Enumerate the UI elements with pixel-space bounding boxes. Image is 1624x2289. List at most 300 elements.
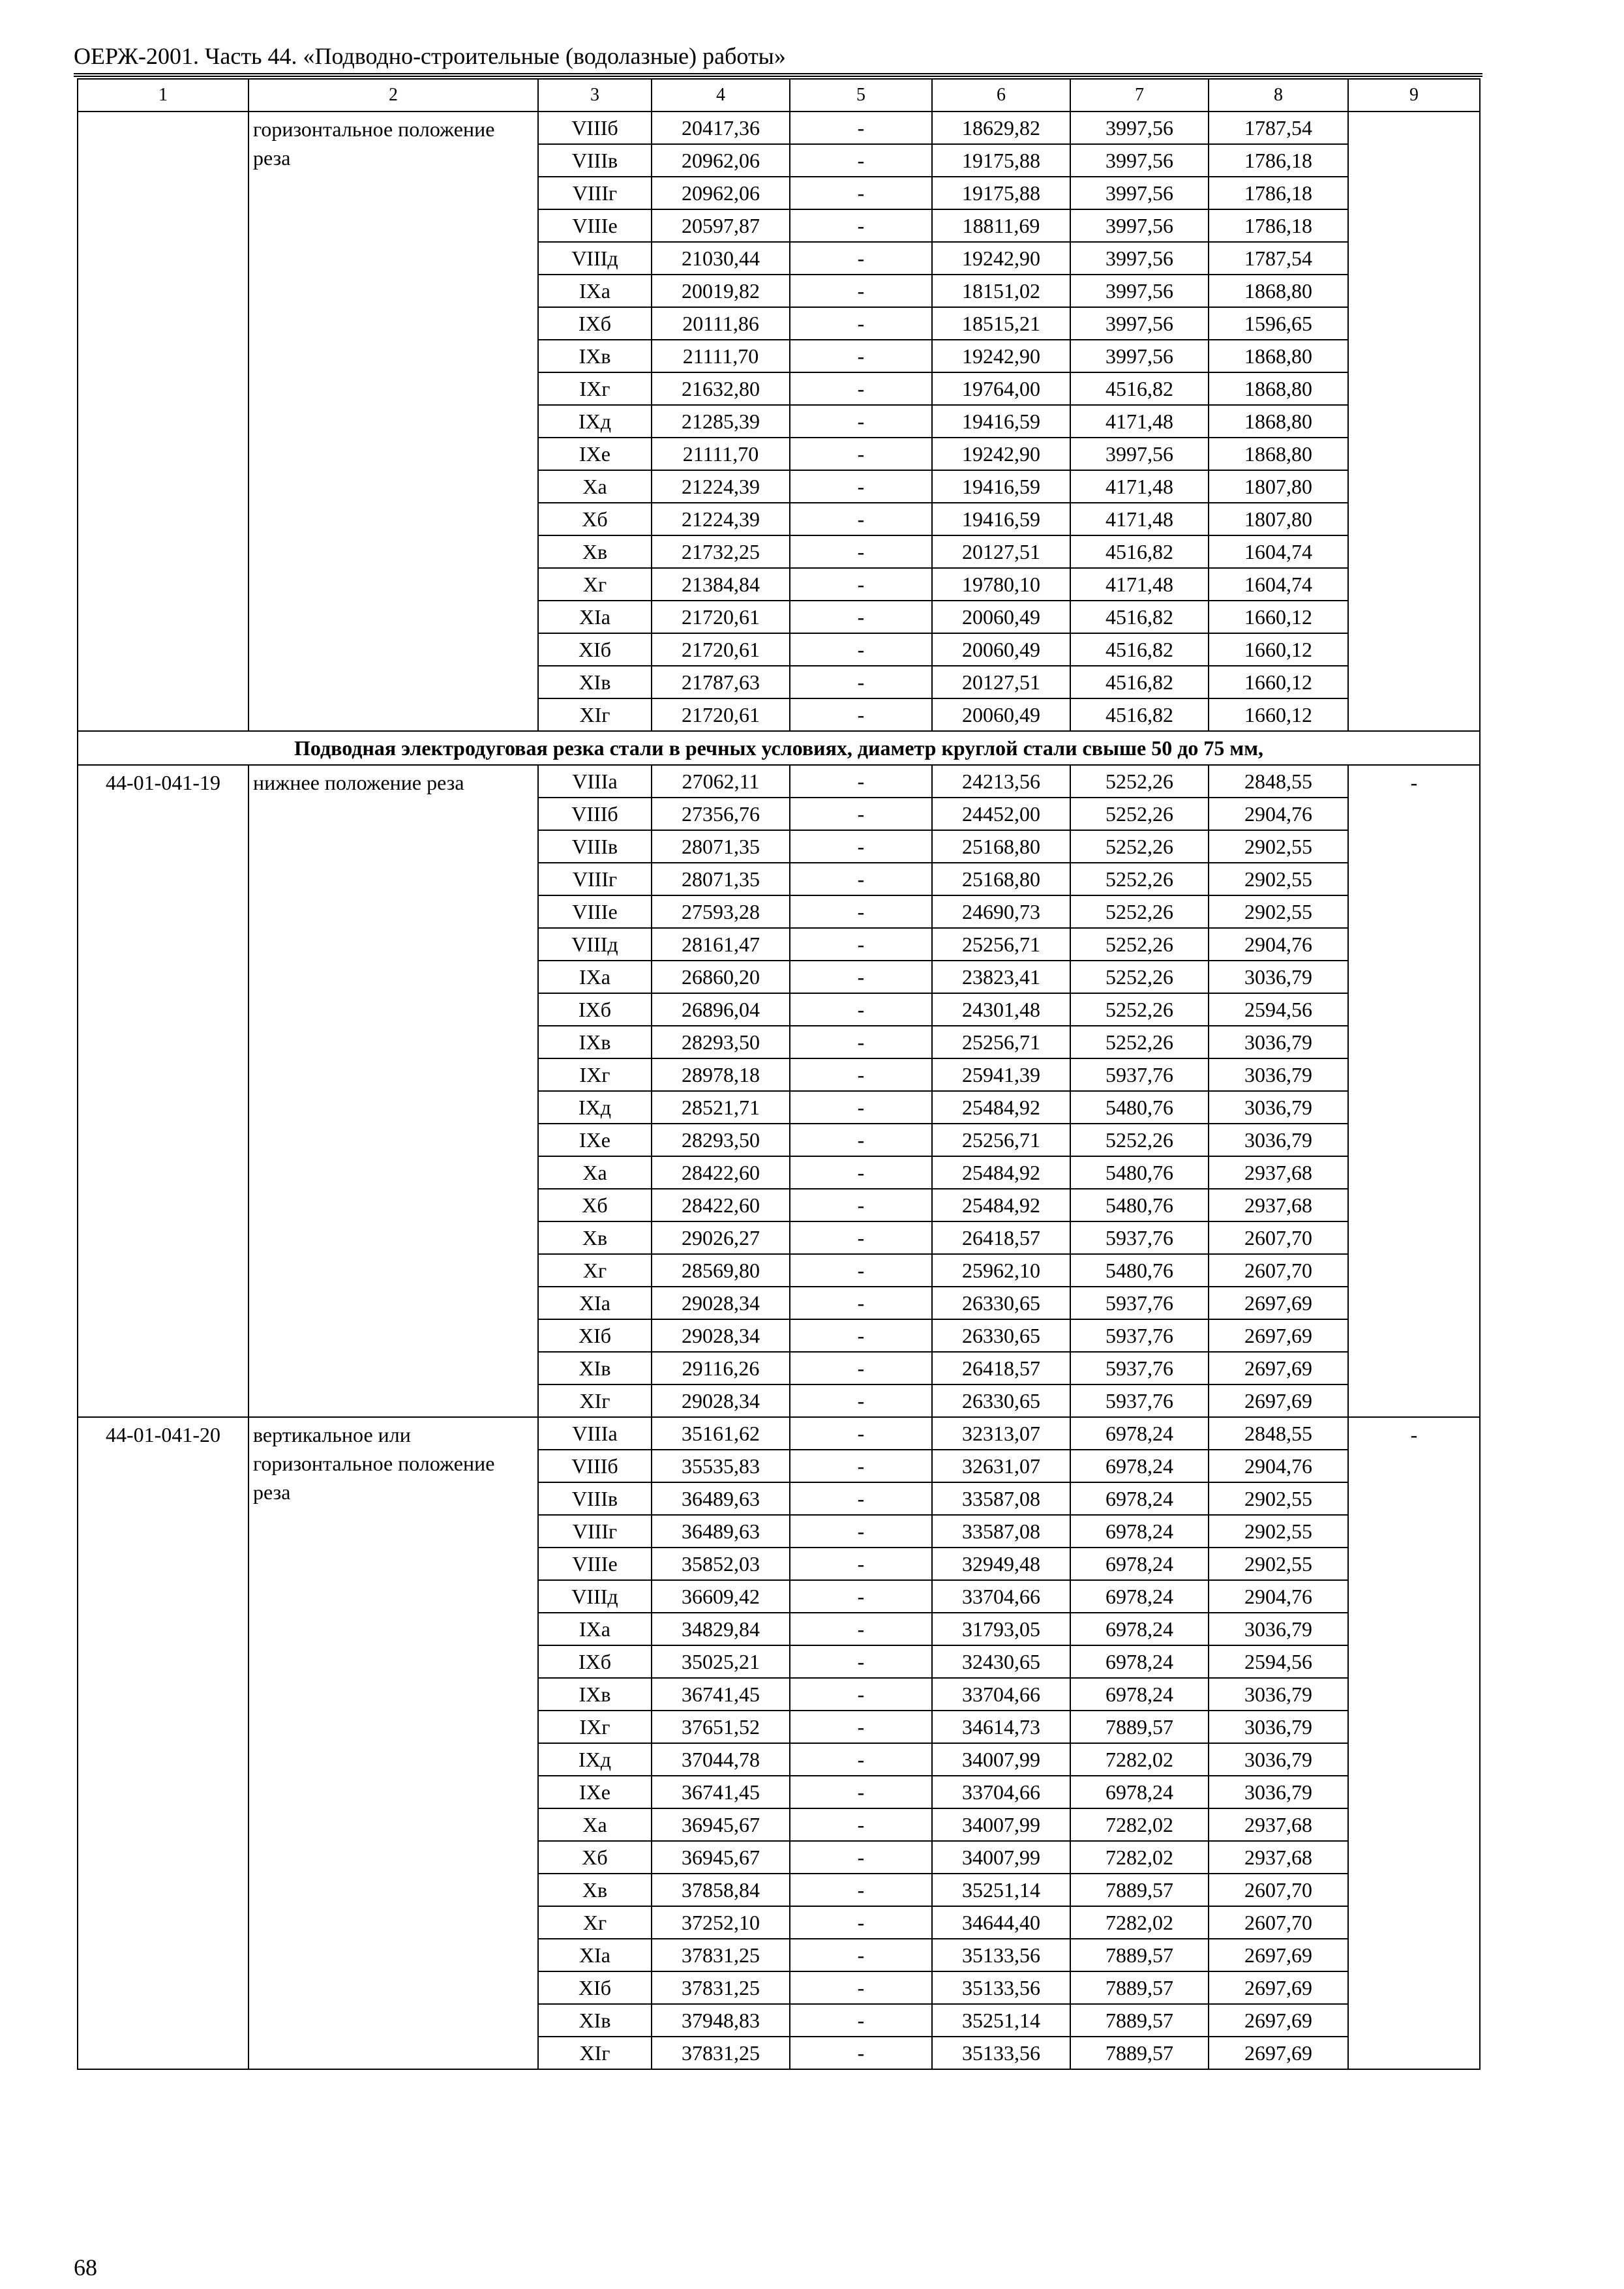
value-cell: 4171,48 xyxy=(1070,470,1209,503)
value-cell: 3997,56 xyxy=(1070,209,1209,242)
value-cell: 1807,80 xyxy=(1209,503,1348,535)
code-cell: 44-01-041-20 xyxy=(78,1417,248,2069)
value-cell: 4171,48 xyxy=(1070,503,1209,535)
value-cell: - xyxy=(790,1613,932,1645)
value-cell: 2902,55 xyxy=(1209,1482,1348,1515)
value-cell: VIIIа xyxy=(538,1417,652,1450)
value-cell: 21224,39 xyxy=(652,470,790,503)
value-cell: 5937,76 xyxy=(1070,1352,1209,1384)
value-cell: VIIIв xyxy=(538,1482,652,1515)
value-cell: 36945,67 xyxy=(652,1841,790,1874)
value-cell: IXг xyxy=(538,1711,652,1743)
value-cell: 28293,50 xyxy=(652,1026,790,1058)
value-cell: 35852,03 xyxy=(652,1548,790,1580)
value-cell: 3036,79 xyxy=(1209,1776,1348,1808)
value-cell: 3036,79 xyxy=(1209,1743,1348,1776)
value-cell: 4516,82 xyxy=(1070,535,1209,568)
value-cell: - xyxy=(790,1906,932,1939)
value-cell: 3997,56 xyxy=(1070,144,1209,177)
value-cell: 7889,57 xyxy=(1070,1874,1209,1906)
value-cell: - xyxy=(790,438,932,470)
value-cell: 5252,26 xyxy=(1070,895,1209,928)
value-cell: 37831,25 xyxy=(652,2037,790,2069)
value-cell: 24690,73 xyxy=(932,895,1070,928)
table-row xyxy=(78,765,1480,798)
value-cell: 4171,48 xyxy=(1070,568,1209,601)
value-cell: 36741,45 xyxy=(652,1678,790,1711)
value-cell: 5252,26 xyxy=(1070,1026,1209,1058)
value-cell: 35251,14 xyxy=(932,2004,1070,2037)
value-cell: 6978,24 xyxy=(1070,1450,1209,1482)
value-cell: - xyxy=(790,1254,932,1287)
value-cell: 21285,39 xyxy=(652,405,790,438)
value-cell: 20019,82 xyxy=(652,275,790,307)
value-cell: 34644,40 xyxy=(932,1906,1070,1939)
value-cell: 33704,66 xyxy=(932,1776,1070,1808)
value-cell: - xyxy=(790,1548,932,1580)
value-cell: 1786,18 xyxy=(1209,177,1348,209)
value-cell: 37948,83 xyxy=(652,2004,790,2037)
value-cell: 2902,55 xyxy=(1209,895,1348,928)
value-cell: 19175,88 xyxy=(932,177,1070,209)
value-cell: Xв xyxy=(538,535,652,568)
value-cell: 20962,06 xyxy=(652,177,790,209)
value-cell: Xб xyxy=(538,1841,652,1874)
value-cell: 21732,25 xyxy=(652,535,790,568)
value-cell: - xyxy=(790,177,932,209)
value-cell: - xyxy=(790,1482,932,1515)
value-cell: 6978,24 xyxy=(1070,1482,1209,1515)
value-cell: - xyxy=(790,1287,932,1319)
value-cell: IXг xyxy=(538,372,652,405)
value-cell: 19416,59 xyxy=(932,405,1070,438)
value-cell: 21111,70 xyxy=(652,340,790,372)
value-cell: 21384,84 xyxy=(652,568,790,601)
value-cell: 19416,59 xyxy=(932,470,1070,503)
column-number: 6 xyxy=(932,79,1070,112)
value-cell: 3997,56 xyxy=(1070,307,1209,340)
value-cell: 36489,63 xyxy=(652,1515,790,1548)
value-cell: 26418,57 xyxy=(932,1221,1070,1254)
value-cell: - xyxy=(790,1743,932,1776)
value-cell: 35535,83 xyxy=(652,1450,790,1482)
value-cell: 7889,57 xyxy=(1070,2004,1209,2037)
value-cell: 7889,57 xyxy=(1070,1939,1209,1971)
value-cell: Xб xyxy=(538,1189,652,1221)
value-cell: 26330,65 xyxy=(932,1287,1070,1319)
value-cell: 28161,47 xyxy=(652,928,790,961)
value-cell: 21720,61 xyxy=(652,698,790,731)
value-cell: - xyxy=(790,633,932,666)
value-cell: 5252,26 xyxy=(1070,993,1209,1026)
value-cell: 20962,06 xyxy=(652,144,790,177)
value-cell: XIв xyxy=(538,2004,652,2037)
value-cell: 3036,79 xyxy=(1209,1058,1348,1091)
column9-cell: - xyxy=(1348,1417,1480,2069)
value-cell: Xб xyxy=(538,503,652,535)
value-cell: 36741,45 xyxy=(652,1776,790,1808)
value-cell: IXа xyxy=(538,1613,652,1645)
value-cell: - xyxy=(790,1776,932,1808)
value-cell: 19416,59 xyxy=(932,503,1070,535)
value-cell: 4171,48 xyxy=(1070,405,1209,438)
value-cell: - xyxy=(790,1026,932,1058)
value-cell: - xyxy=(790,863,932,895)
table-body xyxy=(78,79,1480,2069)
value-cell: 37252,10 xyxy=(652,1906,790,1939)
value-cell: 2904,76 xyxy=(1209,1580,1348,1613)
value-cell: - xyxy=(790,601,932,633)
value-cell: 35133,56 xyxy=(932,2037,1070,2069)
value-cell: 25941,39 xyxy=(932,1058,1070,1091)
value-cell: 5252,26 xyxy=(1070,798,1209,830)
value-cell: 28422,60 xyxy=(652,1156,790,1189)
value-cell: XIв xyxy=(538,666,652,698)
value-cell: 20060,49 xyxy=(932,633,1070,666)
value-cell: VIIIг xyxy=(538,177,652,209)
value-cell: 25256,71 xyxy=(932,928,1070,961)
value-cell: XIб xyxy=(538,1971,652,2004)
value-cell: 4516,82 xyxy=(1070,666,1209,698)
value-cell: 2697,69 xyxy=(1209,1939,1348,1971)
value-cell: 7889,57 xyxy=(1070,2037,1209,2069)
value-cell: 21787,63 xyxy=(652,666,790,698)
value-cell: 29028,34 xyxy=(652,1319,790,1352)
value-cell: 20060,49 xyxy=(932,601,1070,633)
column-number: 3 xyxy=(538,79,652,112)
value-cell: XIг xyxy=(538,698,652,731)
value-cell: - xyxy=(790,993,932,1026)
value-cell: 32949,48 xyxy=(932,1548,1070,1580)
value-cell: 24452,00 xyxy=(932,798,1070,830)
value-cell: IXд xyxy=(538,1743,652,1776)
value-cell: - xyxy=(790,568,932,601)
value-cell: 3036,79 xyxy=(1209,1124,1348,1156)
value-cell: 1787,54 xyxy=(1209,242,1348,275)
value-cell: 36609,42 xyxy=(652,1580,790,1613)
value-cell: XIа xyxy=(538,1939,652,1971)
value-cell: 5252,26 xyxy=(1070,961,1209,993)
value-cell: IXд xyxy=(538,405,652,438)
value-cell: VIIIв xyxy=(538,144,652,177)
value-cell: 25256,71 xyxy=(932,1026,1070,1058)
value-cell: 27062,11 xyxy=(652,765,790,798)
value-cell: 7889,57 xyxy=(1070,1711,1209,1743)
value-cell: - xyxy=(790,895,932,928)
value-cell: XIв xyxy=(538,1352,652,1384)
value-cell: 20597,87 xyxy=(652,209,790,242)
value-cell: 5252,26 xyxy=(1070,830,1209,863)
value-cell: 2607,70 xyxy=(1209,1221,1348,1254)
value-cell: - xyxy=(790,242,932,275)
value-cell: - xyxy=(790,1319,932,1352)
section-title: Подводная электродуговая резка стали в речных условиях, диаметр круглой стали свыше 50 до 75 мм, xyxy=(78,731,1480,765)
value-cell: IXа xyxy=(538,275,652,307)
value-cell: 20417,36 xyxy=(652,112,790,144)
value-cell: VIIIе xyxy=(538,1548,652,1580)
value-cell: IXе xyxy=(538,1124,652,1156)
column9-cell xyxy=(1348,112,1480,731)
value-cell: 2848,55 xyxy=(1209,1417,1348,1450)
value-cell: Xг xyxy=(538,1254,652,1287)
value-cell: 24213,56 xyxy=(932,765,1070,798)
value-cell: 7282,02 xyxy=(1070,1841,1209,1874)
value-cell: 25962,10 xyxy=(932,1254,1070,1287)
value-cell: 4516,82 xyxy=(1070,601,1209,633)
value-cell: IXе xyxy=(538,1776,652,1808)
value-cell: - xyxy=(790,1515,932,1548)
value-cell: 2607,70 xyxy=(1209,1254,1348,1287)
value-cell: IXв xyxy=(538,340,652,372)
value-cell: 2594,56 xyxy=(1209,993,1348,1026)
value-cell: 3036,79 xyxy=(1209,1678,1348,1711)
value-cell: 2904,76 xyxy=(1209,928,1348,961)
value-cell: 1807,80 xyxy=(1209,470,1348,503)
value-cell: 5937,76 xyxy=(1070,1287,1209,1319)
value-cell: 7282,02 xyxy=(1070,1906,1209,1939)
value-cell: VIIIд xyxy=(538,928,652,961)
value-cell: 2697,69 xyxy=(1209,1384,1348,1417)
value-cell: VIIIе xyxy=(538,895,652,928)
value-cell: 6978,24 xyxy=(1070,1515,1209,1548)
value-cell: 6978,24 xyxy=(1070,1776,1209,1808)
value-cell: 2697,69 xyxy=(1209,2037,1348,2069)
value-cell: - xyxy=(790,275,932,307)
value-cell: 36489,63 xyxy=(652,1482,790,1515)
value-cell: 3997,56 xyxy=(1070,438,1209,470)
value-cell: - xyxy=(790,1874,932,1906)
value-cell: - xyxy=(790,1971,932,2004)
value-cell: 5252,26 xyxy=(1070,863,1209,895)
value-cell: Xг xyxy=(538,568,652,601)
value-cell: - xyxy=(790,2004,932,2037)
page-number: 68 xyxy=(74,2254,97,2281)
value-cell: 27593,28 xyxy=(652,895,790,928)
value-cell: 19242,90 xyxy=(932,438,1070,470)
value-cell: 3997,56 xyxy=(1070,177,1209,209)
value-cell: XIг xyxy=(538,2037,652,2069)
value-cell: 1868,80 xyxy=(1209,275,1348,307)
value-cell: 29026,27 xyxy=(652,1221,790,1254)
value-cell: 25168,80 xyxy=(932,863,1070,895)
value-cell: IXд xyxy=(538,1091,652,1124)
value-cell: 33587,08 xyxy=(932,1515,1070,1548)
value-cell: 23823,41 xyxy=(932,961,1070,993)
column-number-row xyxy=(78,79,1480,112)
value-cell: 18629,82 xyxy=(932,112,1070,144)
value-cell: 4516,82 xyxy=(1070,372,1209,405)
value-cell: 35161,62 xyxy=(652,1417,790,1450)
value-cell: 20060,49 xyxy=(932,698,1070,731)
value-cell: 28521,71 xyxy=(652,1091,790,1124)
value-cell: 2902,55 xyxy=(1209,830,1348,863)
value-cell: 1660,12 xyxy=(1209,633,1348,666)
value-cell: 35133,56 xyxy=(932,1971,1070,2004)
value-cell: 35025,21 xyxy=(652,1645,790,1678)
value-cell: 31793,05 xyxy=(932,1613,1070,1645)
value-cell: 6978,24 xyxy=(1070,1417,1209,1450)
value-cell: 32430,65 xyxy=(932,1645,1070,1678)
description-cell: вертикальное или горизонтальное положение реза xyxy=(248,1417,538,2069)
value-cell: 18811,69 xyxy=(932,209,1070,242)
value-cell: 1604,74 xyxy=(1209,535,1348,568)
value-cell: 1868,80 xyxy=(1209,438,1348,470)
value-cell: 26896,04 xyxy=(652,993,790,1026)
value-cell: 37831,25 xyxy=(652,1939,790,1971)
value-cell: 35251,14 xyxy=(932,1874,1070,1906)
value-cell: 4516,82 xyxy=(1070,633,1209,666)
value-cell: 5252,26 xyxy=(1070,765,1209,798)
value-cell: - xyxy=(790,798,932,830)
value-cell: 29116,26 xyxy=(652,1352,790,1384)
value-cell: 34007,99 xyxy=(932,1808,1070,1841)
value-cell: 37044,78 xyxy=(652,1743,790,1776)
value-cell: 7282,02 xyxy=(1070,1743,1209,1776)
value-cell: Xа xyxy=(538,470,652,503)
value-cell: VIIIб xyxy=(538,1450,652,1482)
value-cell: 32313,07 xyxy=(932,1417,1070,1450)
value-cell: 2902,55 xyxy=(1209,1515,1348,1548)
value-cell: - xyxy=(790,1678,932,1711)
value-cell: 2697,69 xyxy=(1209,1319,1348,1352)
value-cell: 20127,51 xyxy=(932,666,1070,698)
value-cell: - xyxy=(790,928,932,961)
value-cell: 32631,07 xyxy=(932,1450,1070,1482)
value-cell: 1604,74 xyxy=(1209,568,1348,601)
value-cell: 26330,65 xyxy=(932,1384,1070,1417)
value-cell: 1660,12 xyxy=(1209,666,1348,698)
value-cell: - xyxy=(790,698,932,731)
value-cell: 34007,99 xyxy=(932,1743,1070,1776)
value-cell: 3997,56 xyxy=(1070,112,1209,144)
value-cell: 5937,76 xyxy=(1070,1058,1209,1091)
value-cell: - xyxy=(790,144,932,177)
value-cell: 37831,25 xyxy=(652,1971,790,2004)
value-cell: VIIIг xyxy=(538,863,652,895)
value-cell: 27356,76 xyxy=(652,798,790,830)
value-cell: 25484,92 xyxy=(932,1189,1070,1221)
value-cell: VIIIе xyxy=(538,209,652,242)
value-cell: 34614,73 xyxy=(932,1711,1070,1743)
value-cell: 5252,26 xyxy=(1070,928,1209,961)
table-row xyxy=(78,112,1480,144)
column-number: 1 xyxy=(78,79,248,112)
value-cell: 29028,34 xyxy=(652,1287,790,1319)
value-cell: 5480,76 xyxy=(1070,1156,1209,1189)
value-cell: 4516,82 xyxy=(1070,698,1209,731)
value-cell: - xyxy=(790,1939,932,1971)
value-cell: - xyxy=(790,405,932,438)
value-cell: - xyxy=(790,1711,932,1743)
value-cell: 2697,69 xyxy=(1209,2004,1348,2037)
column-number: 4 xyxy=(652,79,790,112)
value-cell: XIа xyxy=(538,1287,652,1319)
value-cell: 2937,68 xyxy=(1209,1808,1348,1841)
value-cell: IXб xyxy=(538,307,652,340)
value-cell: 37858,84 xyxy=(652,1874,790,1906)
value-cell: IXв xyxy=(538,1678,652,1711)
value-cell: XIб xyxy=(538,1319,652,1352)
value-cell: - xyxy=(790,961,932,993)
value-cell: 34007,99 xyxy=(932,1841,1070,1874)
value-cell: Xа xyxy=(538,1808,652,1841)
code-cell: 44-01-041-19 xyxy=(78,765,248,1417)
section-title-row xyxy=(78,731,1480,765)
column-number: 5 xyxy=(790,79,932,112)
value-cell: - xyxy=(790,372,932,405)
value-cell: 5480,76 xyxy=(1070,1254,1209,1287)
value-cell: 3997,56 xyxy=(1070,242,1209,275)
value-cell: 19242,90 xyxy=(932,340,1070,372)
value-cell: 5937,76 xyxy=(1070,1319,1209,1352)
value-cell: 19780,10 xyxy=(932,568,1070,601)
document-header: ОЕРЖ-2001. Часть 44. «Подводно-строительные (водолазные) работы» xyxy=(74,43,786,69)
value-cell: 36945,67 xyxy=(652,1808,790,1841)
value-cell: XIг xyxy=(538,1384,652,1417)
value-cell: IXб xyxy=(538,993,652,1026)
value-cell: 5252,26 xyxy=(1070,1124,1209,1156)
code-cell xyxy=(78,112,248,731)
value-cell: 1868,80 xyxy=(1209,340,1348,372)
value-cell: 1787,54 xyxy=(1209,112,1348,144)
value-cell: - xyxy=(790,1189,932,1221)
value-cell: - xyxy=(790,1352,932,1384)
value-cell: 5480,76 xyxy=(1070,1189,1209,1221)
value-cell: 19764,00 xyxy=(932,372,1070,405)
header-double-rule xyxy=(74,73,1482,77)
value-cell: 2904,76 xyxy=(1209,1450,1348,1482)
value-cell: 6978,24 xyxy=(1070,1548,1209,1580)
value-cell: IXа xyxy=(538,961,652,993)
value-cell: 26418,57 xyxy=(932,1352,1070,1384)
value-cell: 33587,08 xyxy=(932,1482,1070,1515)
value-cell: 2697,69 xyxy=(1209,1352,1348,1384)
value-cell: IXв xyxy=(538,1026,652,1058)
value-cell: 1596,65 xyxy=(1209,307,1348,340)
value-cell: - xyxy=(790,1580,932,1613)
value-cell: 29028,34 xyxy=(652,1384,790,1417)
value-cell: 33704,66 xyxy=(932,1580,1070,1613)
column-number: 9 xyxy=(1348,79,1480,112)
value-cell: 19242,90 xyxy=(932,242,1070,275)
value-cell: 28293,50 xyxy=(652,1124,790,1156)
value-cell: 3036,79 xyxy=(1209,1711,1348,1743)
value-cell: 2904,76 xyxy=(1209,798,1348,830)
value-cell: - xyxy=(790,209,932,242)
value-cell: 26330,65 xyxy=(932,1319,1070,1352)
column-number: 2 xyxy=(248,79,538,112)
value-cell: 28422,60 xyxy=(652,1189,790,1221)
value-cell: 6978,24 xyxy=(1070,1678,1209,1711)
value-cell: 28569,80 xyxy=(652,1254,790,1287)
value-cell: - xyxy=(790,503,932,535)
column-number: 7 xyxy=(1070,79,1209,112)
value-cell: 37651,52 xyxy=(652,1711,790,1743)
value-cell: 1786,18 xyxy=(1209,144,1348,177)
value-cell: - xyxy=(790,1417,932,1450)
value-cell: 2594,56 xyxy=(1209,1645,1348,1678)
value-cell: 21720,61 xyxy=(652,633,790,666)
value-cell: - xyxy=(790,830,932,863)
value-cell: - xyxy=(790,470,932,503)
value-cell: 7282,02 xyxy=(1070,1808,1209,1841)
value-cell: VIIIв xyxy=(538,830,652,863)
value-cell: IXг xyxy=(538,1058,652,1091)
value-cell: VIIIд xyxy=(538,242,652,275)
value-cell: - xyxy=(790,340,932,372)
value-cell: 28071,35 xyxy=(652,863,790,895)
value-cell: 6978,24 xyxy=(1070,1645,1209,1678)
